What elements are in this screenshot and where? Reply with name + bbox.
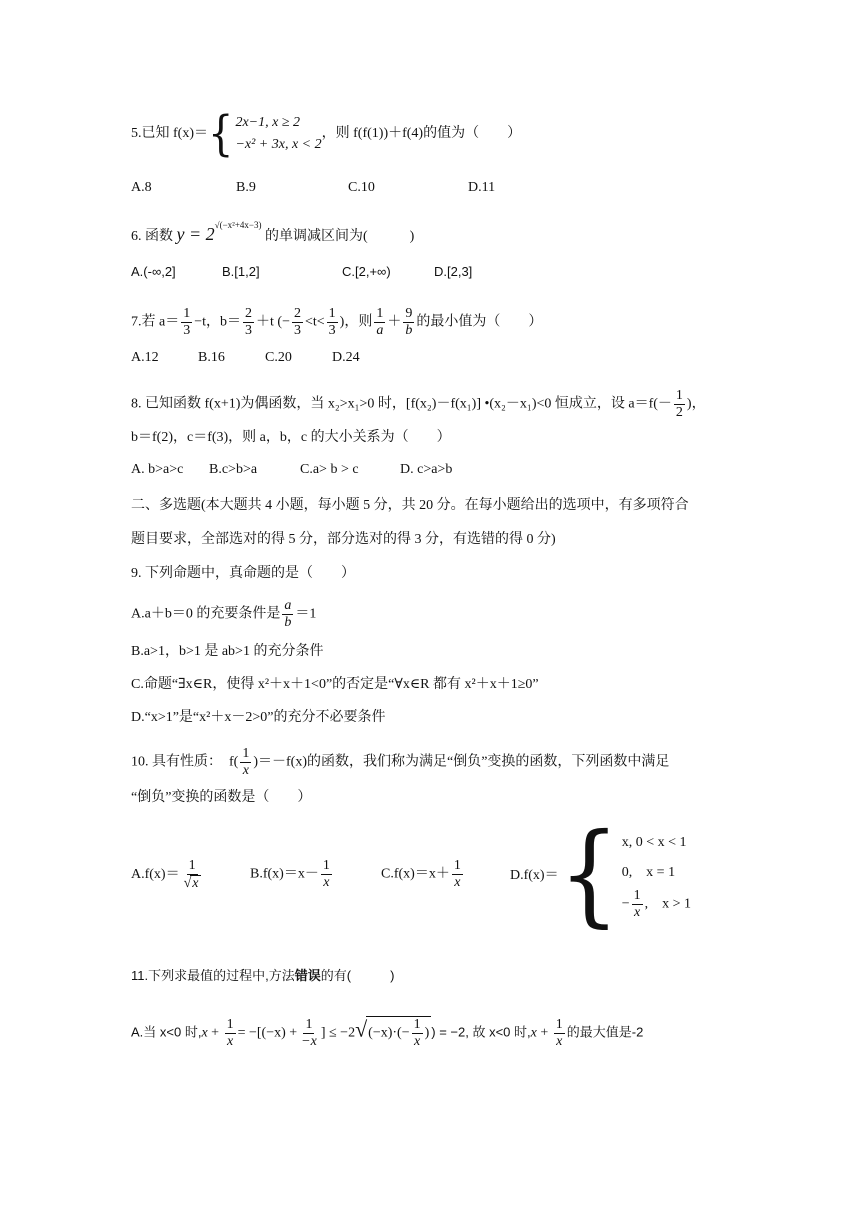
q8-line2: b＝f(2)，c＝f(3)，则 a，b，c 的大小关系为（ ） [131,430,451,445]
q10-line1-b: )＝－f(x)的函数，我们称为满足“倒负”变换的函数，下列函数中满足 [253,754,670,770]
q5-cases [235,112,321,156]
q7-text-a: 7.若 a＝ [131,314,180,330]
q8-frac-1-2: $\frac{1}{2}$ [675,388,683,420]
q10-b-text: B.f(x)＝x－ [250,866,319,882]
q10-d-frac: $\frac{1}{x}$ [633,887,641,920]
q11-stem [131,966,394,986]
q10-d-cases [622,828,691,921]
section2-line1: 二、多选题(本大题共 4 小题，每小题 5 分，共 20 分。在每小题给出的选项中，有多项符合 [131,498,689,513]
q6-prefix: 6. 函数 [131,229,173,244]
q10-a-text: A.f(x)＝ [131,867,180,883]
q10-option-b [250,858,334,891]
q8-line1-end: )， [686,396,706,412]
q10-d-text: D.f(x)＝ [510,868,559,883]
q11-a-after: ) = −2, 故 x<0 时, [431,1024,531,1040]
q11-a-sqrt: (−x)·(− [368,1025,410,1041]
q11-frac-3: $\frac{1}{x}$ [413,1017,421,1049]
q7-frac-1-a: $\frac{1}{a}$ [376,306,384,338]
q10-b-frac: $\frac{1}{x}$ [322,858,330,890]
q8-option-d: D. c>a>b [400,462,453,477]
q5-option-c: C.10 [348,180,375,195]
q9-frac-a-b: $\frac{a}{b}$ [284,598,292,630]
q5-suffix: ，则 f(f(1))＋f(4)的值为（ ） [321,126,522,142]
q6-suffix: 的单调减区间为( ) [265,229,415,244]
q11-frac-2: $\frac{1}{-x}$ [301,1017,317,1049]
q10-c-frac: $\frac{1}{x}$ [453,858,461,890]
q7-text-d: <t< [304,314,325,330]
q11-a-end: 的最大值是-2 [566,1024,644,1040]
q8-line1-text: 8. 已知函数 f(x+1)为偶函数，当 x₂>x₁>0 时，[f(x₂)－f(x₁)] •(x₂－x₁)<0 恒成立，设 a＝f(－ [131,396,672,412]
q9-a-end: ＝1 [295,606,317,622]
q10-d-case3: , x > 1 [644,896,691,912]
q5-prefix: 5.已知 f(x)＝ [131,126,208,142]
q10-a-frac: $\frac{1}{√x}$ [183,858,199,891]
q9-option-d: D.“x>1”是“x²＋x－2>0”的充分不必要条件 [131,710,386,725]
q10-option-a [131,858,205,892]
q5-case2: −x² + 3x, x < 2 [235,137,322,152]
q10-d-case2: 0, x = 1 [621,864,676,880]
q7-text-b: −t，b＝ [194,314,242,330]
q11-stem-bold: 错误 [294,968,321,983]
q5-option-d: D.11 [468,180,496,195]
q7-line [131,306,542,339]
q11-frac-4: $\frac{1}{x}$ [555,1017,563,1049]
q9-a-text: A.a＋b＝0 的充要条件是 [131,606,281,622]
q11-stem-b: 的有( ) [320,968,395,983]
q5-option-a: A.8 [131,180,152,195]
q10-option-d [510,809,691,939]
q6-exponent: √(−x²+4x−3) [214,220,262,231]
q11-a-start: A.当 x<0 时, [131,1024,202,1040]
q9-stem: 9. 下列命题中，真命题的是（ ） [131,566,355,581]
q5-line [131,106,522,162]
q7-frac-2-3: $\frac{2}{3}$ [245,306,253,338]
q8-option-b: B.c>b>a [209,462,258,477]
q5-option-b: B.9 [236,180,256,195]
q7-frac-9-b: $\frac{9}{b}$ [405,306,413,338]
q10-line2: “倒负”变换的函数是（ ） [131,790,312,805]
q6-option-c: C.[2,+∞) [342,264,391,279]
q7-frac-1-3b: $\frac{1}{3}$ [328,306,336,338]
q7-option-c: C.20 [265,350,292,365]
q10-c-text: C.f(x)＝x＋ [381,866,450,882]
q7-option-a: A.12 [131,350,159,365]
q6-expr: y = 2 [176,224,215,244]
q7-text-e: )，则 [339,314,373,330]
q7-text-f: ＋ [387,314,402,330]
q8-line1 [131,388,706,421]
q10-d-case3-wrap: − $\frac{1}{x}$ , x > 1 [621,887,691,920]
q7-frac-2-3b: $\frac{2}{3}$ [293,306,301,338]
q5-brace: { [208,106,234,162]
q6-option-d: D.[2,3] [434,264,473,279]
q11-a-mid2: ] ≤ −2 [320,1025,356,1041]
q11-option-a: A.当 x<0 时,x + $\frac{1}{x}$ = −[(−x) + $\frac{1}{-x}$ ] ≤ −2√(−x)·(− $\frac{1}{x}$ ) ) = −2, 故 x<0 时,x + $\frac{1}{x}$ 的最大值是-2 [131,1016,644,1049]
q10-line1 [131,746,669,779]
q8-option-c: C.a> b > c [300,462,359,477]
q10-line1-a: 10. 具有性质： f( [131,754,239,770]
q10-option-c [381,858,465,891]
q11-a-mid: = −[(−x) + [237,1025,298,1041]
q8-option-a: A. b>a>c [131,462,184,477]
q9-option-b: B.a>1，b>1 是 ab>1 的充分条件 [131,644,324,659]
q6-option-b: B.[1,2] [222,264,260,279]
q6-option-a: A.(-∞,2] [131,264,176,279]
q11-frac-1: $\frac{1}{x}$ [226,1017,234,1049]
q9-option-c: C.命题“∃x∈R，使得 x²＋x＋1<0”的否定是“∀x∈R 都有 x²＋x＋1≥0” [131,677,539,692]
q9-option-a [131,598,316,631]
q7-text-g: 的最小值为（ ） [416,314,543,330]
q7-option-d: D.24 [332,350,360,365]
q5-case1: 2x−1, x ≥ 2 [235,115,301,130]
q10-frac-1-x: $\frac{1}{x}$ [242,746,250,778]
section2-line2: 题目要求，全部选对的得 5 分，部分选对的得 3 分，有选错的得 0 分) [131,532,556,547]
q7-option-b: B.16 [198,350,225,365]
q10-d-case1: x, 0 < x < 1 [621,834,687,850]
q7-frac-1-3: $\frac{1}{3}$ [183,306,191,338]
q7-text-c: ＋t (− [256,314,290,330]
q6-line [131,220,415,247]
q10-d-brace: { [558,809,620,939]
q11-stem-a: 11.下列求最值的过程中,方法 [131,968,295,983]
